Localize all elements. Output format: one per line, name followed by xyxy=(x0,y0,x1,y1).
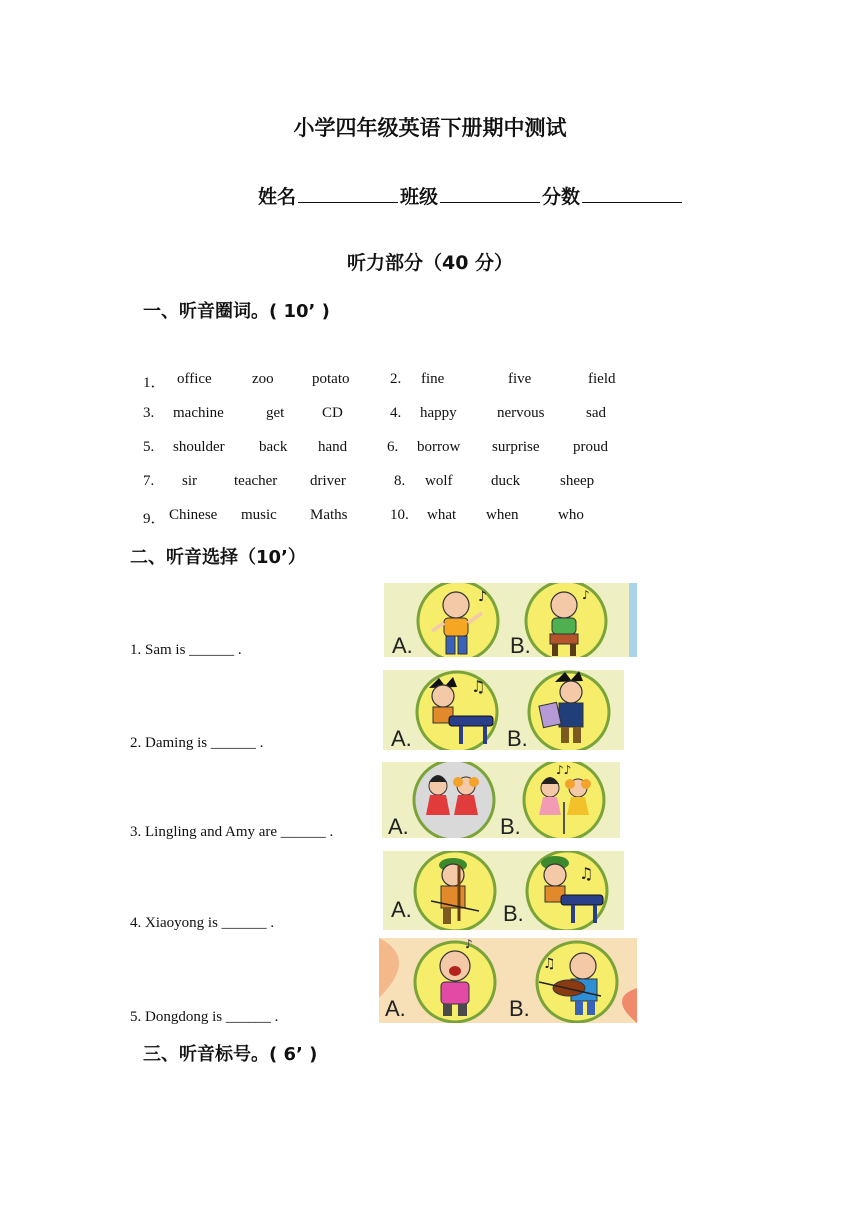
option-a-label: A. xyxy=(391,726,412,750)
word-option: teacher xyxy=(234,473,278,489)
word-option: potato xyxy=(312,371,350,387)
svg-text:♪: ♪ xyxy=(465,938,473,951)
page-title: 小学四年级英语下册期中测试 xyxy=(293,116,567,140)
item-number: 5. xyxy=(143,439,155,455)
question-1: 1. Sam is ______ . xyxy=(130,642,242,658)
word-option: duck xyxy=(491,473,521,489)
listening-part-header: 听力部分（40 分） xyxy=(346,252,514,274)
item-number: 3. xyxy=(143,405,155,421)
word-option: when xyxy=(486,507,519,523)
item-number: 6. xyxy=(387,439,399,455)
option-b-label: B. xyxy=(503,901,524,926)
word-option: Maths xyxy=(310,507,348,523)
word-option: get xyxy=(266,405,285,421)
section2-heading: 二、听音选择（10’） xyxy=(130,547,306,568)
score-blank xyxy=(582,184,682,203)
option-a-label: A. xyxy=(392,633,413,657)
word-option: who xyxy=(558,507,584,523)
name-blank xyxy=(298,184,398,203)
item-number: 4. xyxy=(390,405,402,421)
word-option: machine xyxy=(173,405,224,421)
score-label: 分数 xyxy=(542,186,581,208)
word-option: proud xyxy=(573,439,608,455)
student-info-line xyxy=(258,182,684,209)
svg-text:♪♪: ♪♪ xyxy=(556,763,572,777)
word-option: back xyxy=(259,439,288,455)
svg-text:♪: ♪ xyxy=(582,588,590,602)
picture-q5 xyxy=(379,938,637,1023)
word-option: five xyxy=(508,371,532,387)
svg-text:♫: ♫ xyxy=(543,956,556,972)
option-a-label: A. xyxy=(391,897,412,922)
word-option: field xyxy=(588,371,616,387)
word-option: what xyxy=(427,507,457,523)
word-option: happy xyxy=(420,405,457,421)
svg-text:♪: ♪ xyxy=(478,589,487,605)
option-a-circle xyxy=(414,762,494,838)
question-3: 3. Lingling and Amy are ______ . xyxy=(130,824,334,840)
option-b-label: B. xyxy=(500,814,521,838)
word-option: office xyxy=(177,371,212,387)
section1-heading: 一、听音圈词。( 10’ ) xyxy=(143,301,330,322)
word-option: shoulder xyxy=(173,439,225,455)
item-number: 8. xyxy=(394,473,406,489)
word-option: CD xyxy=(322,405,343,421)
word-option: driver xyxy=(310,473,346,489)
picture-q2 xyxy=(383,670,624,750)
question-5: 5. Dongdong is ______ . xyxy=(130,1009,279,1025)
word-option: borrow xyxy=(417,439,461,455)
word-option: fine xyxy=(421,371,445,387)
word-option: Chinese xyxy=(169,507,218,523)
word-option: music xyxy=(241,507,277,523)
name-label: 姓名 xyxy=(258,186,297,208)
item-number: 1． xyxy=(143,375,166,391)
word-option: sad xyxy=(586,405,606,421)
option-a-label: A. xyxy=(388,814,409,838)
option-a-label: A. xyxy=(385,996,406,1021)
word-option: surprise xyxy=(492,439,540,455)
word-option: zoo xyxy=(252,371,274,387)
question-4: 4. Xiaoyong is ______ . xyxy=(130,915,275,931)
svg-text:♫: ♫ xyxy=(579,864,594,883)
item-number: 2. xyxy=(390,371,402,387)
option-b-label: B. xyxy=(509,996,530,1021)
section3-heading: 三、听音标号。( 6’ ) xyxy=(143,1044,318,1065)
picture-q1 xyxy=(384,583,637,657)
item-number: 7. xyxy=(143,473,155,489)
word-option: sir xyxy=(182,473,197,489)
word-option: wolf xyxy=(425,473,453,489)
svg-text:♫: ♫ xyxy=(471,677,486,696)
question-2: 2. Daming is ______ . xyxy=(130,735,264,751)
class-blank xyxy=(440,184,540,203)
item-number: 9． xyxy=(143,511,166,527)
word-option: nervous xyxy=(497,405,545,421)
word-option: sheep xyxy=(560,473,595,489)
picture-q4 xyxy=(383,851,624,930)
item-number: 10. xyxy=(390,507,409,523)
word-option: hand xyxy=(318,439,348,455)
option-b-label: B. xyxy=(510,633,531,657)
option-b-label: B. xyxy=(507,726,528,750)
picture-q3 xyxy=(382,762,620,838)
class-label: 班级 xyxy=(400,186,439,208)
